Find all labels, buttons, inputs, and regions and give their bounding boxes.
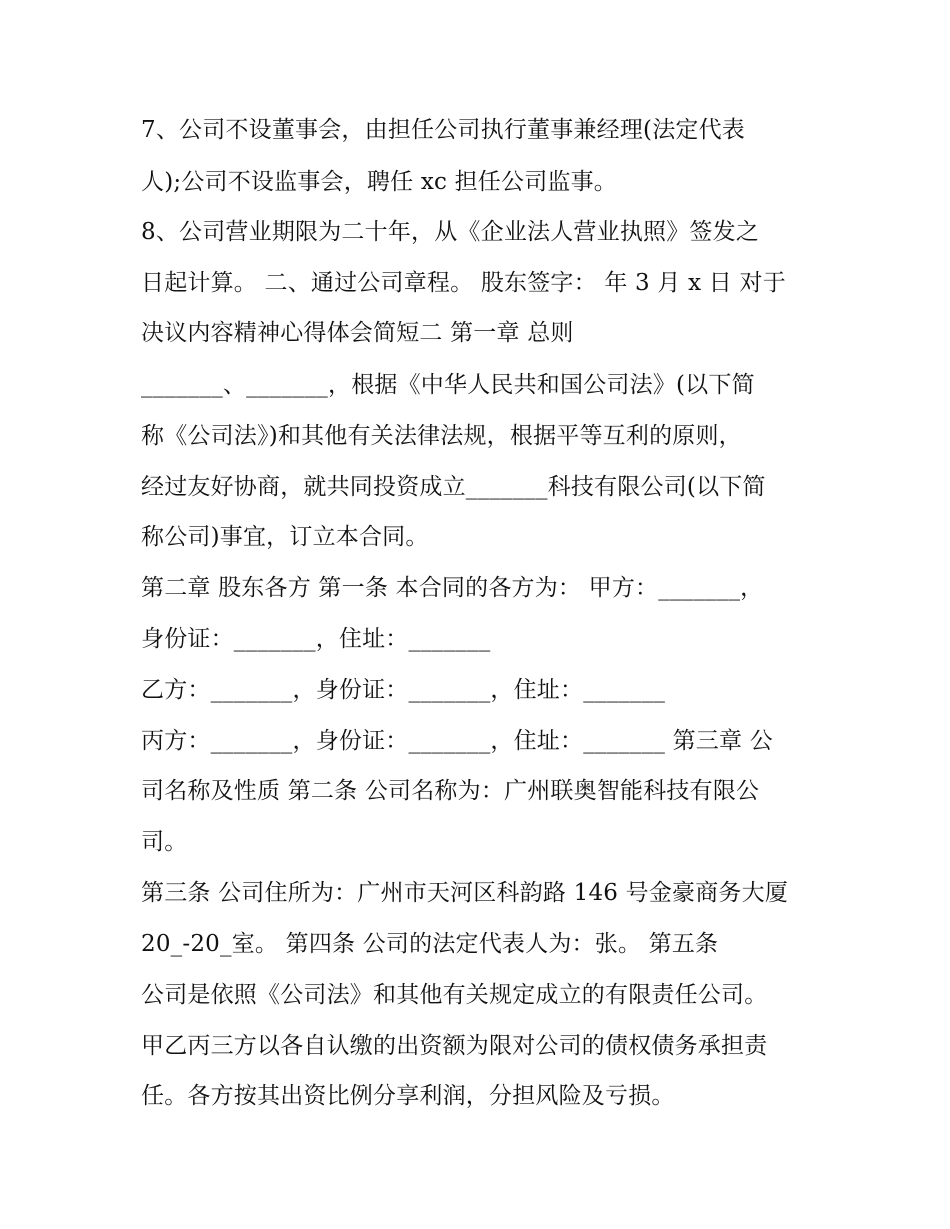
text-line: 日起计算。 二、通过公司章程。 股东签字： 年 3 月 x 日 对于 — [141, 270, 786, 296]
text-line: 任。各方按其出资比例分享利润，分担风险及亏损。 — [141, 1083, 675, 1109]
text-line: 身份证：_______，住址：_______ — [141, 626, 491, 652]
text-line: 甲乙丙三方以各自认缴的出资额为限对公司的债权债务承担责 — [141, 1033, 768, 1059]
text-line: 乙方：_______，身份证：_______，住址：_______ — [141, 677, 666, 703]
text-line: 公司是依照《公司法》和其他有关规定成立的有限责任公司。 — [141, 982, 768, 1008]
text-line: 第三条 公司住所为：广州市天河区科韵路 146 号金豪商务大厦 — [141, 880, 789, 906]
text-line: 7、公司不设董事会，由担任公司执行董事兼经理(法定代表 — [141, 117, 746, 143]
text-line: 8、公司营业期限为二十年，从《企业法人营业执照》签发之 — [141, 219, 760, 245]
text-line: 丙方：_______，身份证：_______，住址：_______ 第三章 公 — [141, 728, 773, 754]
text-line: 称《公司法》)和其他有关法律法规，根据平等互利的原则， — [141, 423, 742, 449]
text-line: 经过友好协商，就共同投资成立_______科技有限公司(以下简 — [141, 474, 766, 500]
text-line: 司。 — [141, 829, 188, 855]
text-line: 20_-20_室。 第四条 公司的法定代表人为：张。 第五条 — [141, 931, 719, 957]
text-line: 人);公司不设监事会，聘任 xc 担任公司监事。 — [141, 169, 617, 195]
text-line: 第二章 股东各方 第一条 本合同的各方为： 甲方：_______， — [141, 575, 764, 601]
text-line: 决议内容精神心得体会简短二 第一章 总则 — [141, 320, 574, 346]
text-line: _______、_______，根据《中华人民共和国公司法》(以下简 — [141, 372, 755, 398]
text-line: 司名称及性质 第二条 公司名称为：广州联奥智能科技有限公 — [141, 778, 760, 804]
text-line: 称公司)事宜，订立本合同。 — [141, 524, 429, 550]
